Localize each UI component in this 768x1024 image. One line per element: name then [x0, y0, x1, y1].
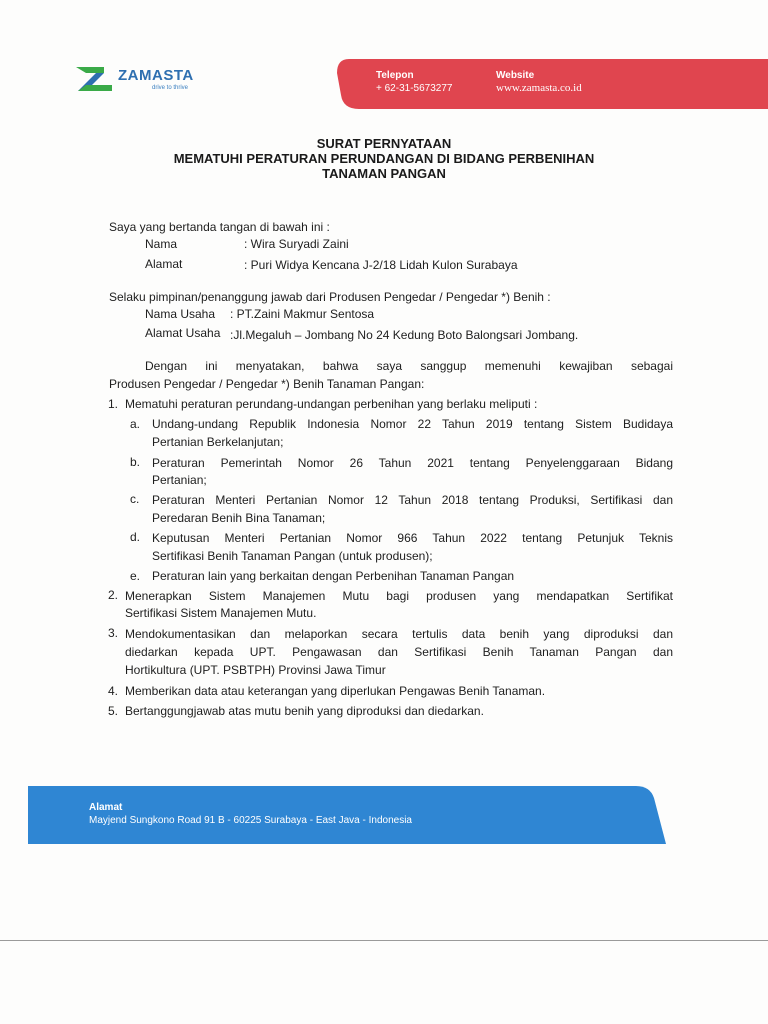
item-2-number: 2.: [108, 588, 119, 602]
item-b-letter: b.: [130, 455, 141, 469]
title-line-1: SURAT PERNYATAAN: [316, 136, 452, 151]
item-3-number: 3.: [108, 626, 119, 640]
statement-line-2: Produsen Pengedar / Pengedar *) Benih Tanaman Pangan:: [109, 377, 425, 391]
item-3-line-1: Mendokumentasikan dan melaporkan secara tertulis data benih yang diproduksi dan: [125, 627, 673, 641]
item-b-line-1: Peraturan Pemerintah Nomor 26 Tahun 2021 tentang Penyelenggaraan Bidang: [152, 456, 673, 470]
item-c-line-1: Peraturan Menteri Pertanian Nomor 12 Tahun 2018 tentang Produksi, Sertifikasi dan: [152, 493, 673, 507]
item-d-letter: d.: [130, 530, 141, 544]
item-a-letter: a.: [130, 417, 141, 431]
zamasta-logo-icon: [74, 65, 114, 93]
item-d-line-2: Sertifikasi Benih Tanaman Pangan (untuk produsen);: [152, 549, 433, 563]
role-text: Selaku pimpinan/penanggung jawab dari Produsen Pengedar / Pengedar *) Benih :: [109, 290, 551, 304]
address-value: : Puri Widya Kencana J-2/18 Lidah Kulon Surabaya: [244, 258, 518, 272]
title-line-3: TANAMAN PANGAN: [322, 166, 446, 181]
page-bottom-edge: [0, 940, 768, 941]
item-c-line-2: Peredaran Benih Bina Tanaman;: [152, 511, 326, 525]
website-value: www.zamasta.co.id: [496, 82, 582, 94]
brand-tagline: drive to thrive: [152, 85, 189, 91]
intro-text: Saya yang bertanda tangan di bawah ini :: [109, 220, 330, 234]
website-label: Website: [496, 70, 535, 81]
company-address-value: :Jl.Megaluh – Jombang No 24 Kedung Boto Balongsari Jombang.: [230, 328, 579, 342]
item-1-text: Mematuhi peraturan perundang-undangan perbenihan yang berlaku meliputi :: [125, 397, 538, 411]
item-a-line-1: Undang-undang Republik Indonesia Nomor 22 Tahun 2019 tentang Sistem Budidaya: [152, 417, 673, 431]
item-3-line-2: diedarkan kepada UPT. Pengawasan dan Sertifikasi Benih Tanaman Pangan dan: [125, 645, 673, 659]
item-5-text: Bertanggungjawab atas mutu benih yang diproduksi dan diedarkan.: [125, 704, 484, 718]
footer-address-value: Mayjend Sungkono Road 91 B - 60225 Surabaya - East Java - Indonesia: [89, 815, 412, 826]
item-d-line-1: Keputusan Menteri Pertanian Nomor 966 Tahun 2022 tentang Petunjuk Teknis: [152, 531, 673, 545]
phone-value: + 62-31-5673277: [376, 83, 453, 94]
name-value: : Wira Suryadi Zaini: [244, 237, 349, 251]
item-3-line-3: Hortikultura (UPT. PSBTPH) Provinsi Jawa Timur: [125, 663, 386, 677]
company-value: : PT.Zaini Makmur Sentosa: [230, 307, 375, 321]
item-4-number: 4.: [108, 684, 119, 698]
phone-label: Telepon: [376, 70, 414, 81]
company-address-label: Alamat Usaha: [145, 326, 221, 340]
brand-name: ZAMASTA: [118, 67, 194, 84]
title-line-2: MEMATUHI PERATURAN PERUNDANGAN DI BIDANG PERBENIHAN: [173, 151, 595, 166]
item-c-letter: c.: [130, 492, 140, 506]
statement-line-1: Dengan ini menyatakan, bahwa saya sanggup memenuhi kewajiban sebagai: [145, 359, 673, 373]
item-2-line-1: Menerapkan Sistem Manajemen Mutu bagi produsen yang mendapatkan Sertifikat: [125, 589, 673, 603]
footer-address-label: Alamat: [89, 802, 123, 813]
company-logo: [74, 64, 204, 94]
name-label: Nama: [145, 237, 178, 251]
address-label: Alamat: [145, 257, 183, 271]
item-e-letter: e.: [130, 569, 141, 583]
item-2-line-2: Sertifikasi Sistem Manajemen Mutu.: [125, 606, 317, 620]
item-4-text: Memberikan data atau keterangan yang diperlukan Pengawas Benih Tanaman.: [125, 684, 546, 698]
item-e-line-1: Peraturan lain yang berkaitan dengan Perbenihan Tanaman Pangan: [152, 569, 515, 583]
item-1-number: 1.: [108, 397, 119, 411]
item-b-line-2: Pertanian;: [152, 473, 207, 487]
item-a-line-2: Pertanian Berkelanjutan;: [152, 435, 284, 449]
item-5-number: 5.: [108, 704, 119, 718]
company-label: Nama Usaha: [145, 307, 216, 321]
